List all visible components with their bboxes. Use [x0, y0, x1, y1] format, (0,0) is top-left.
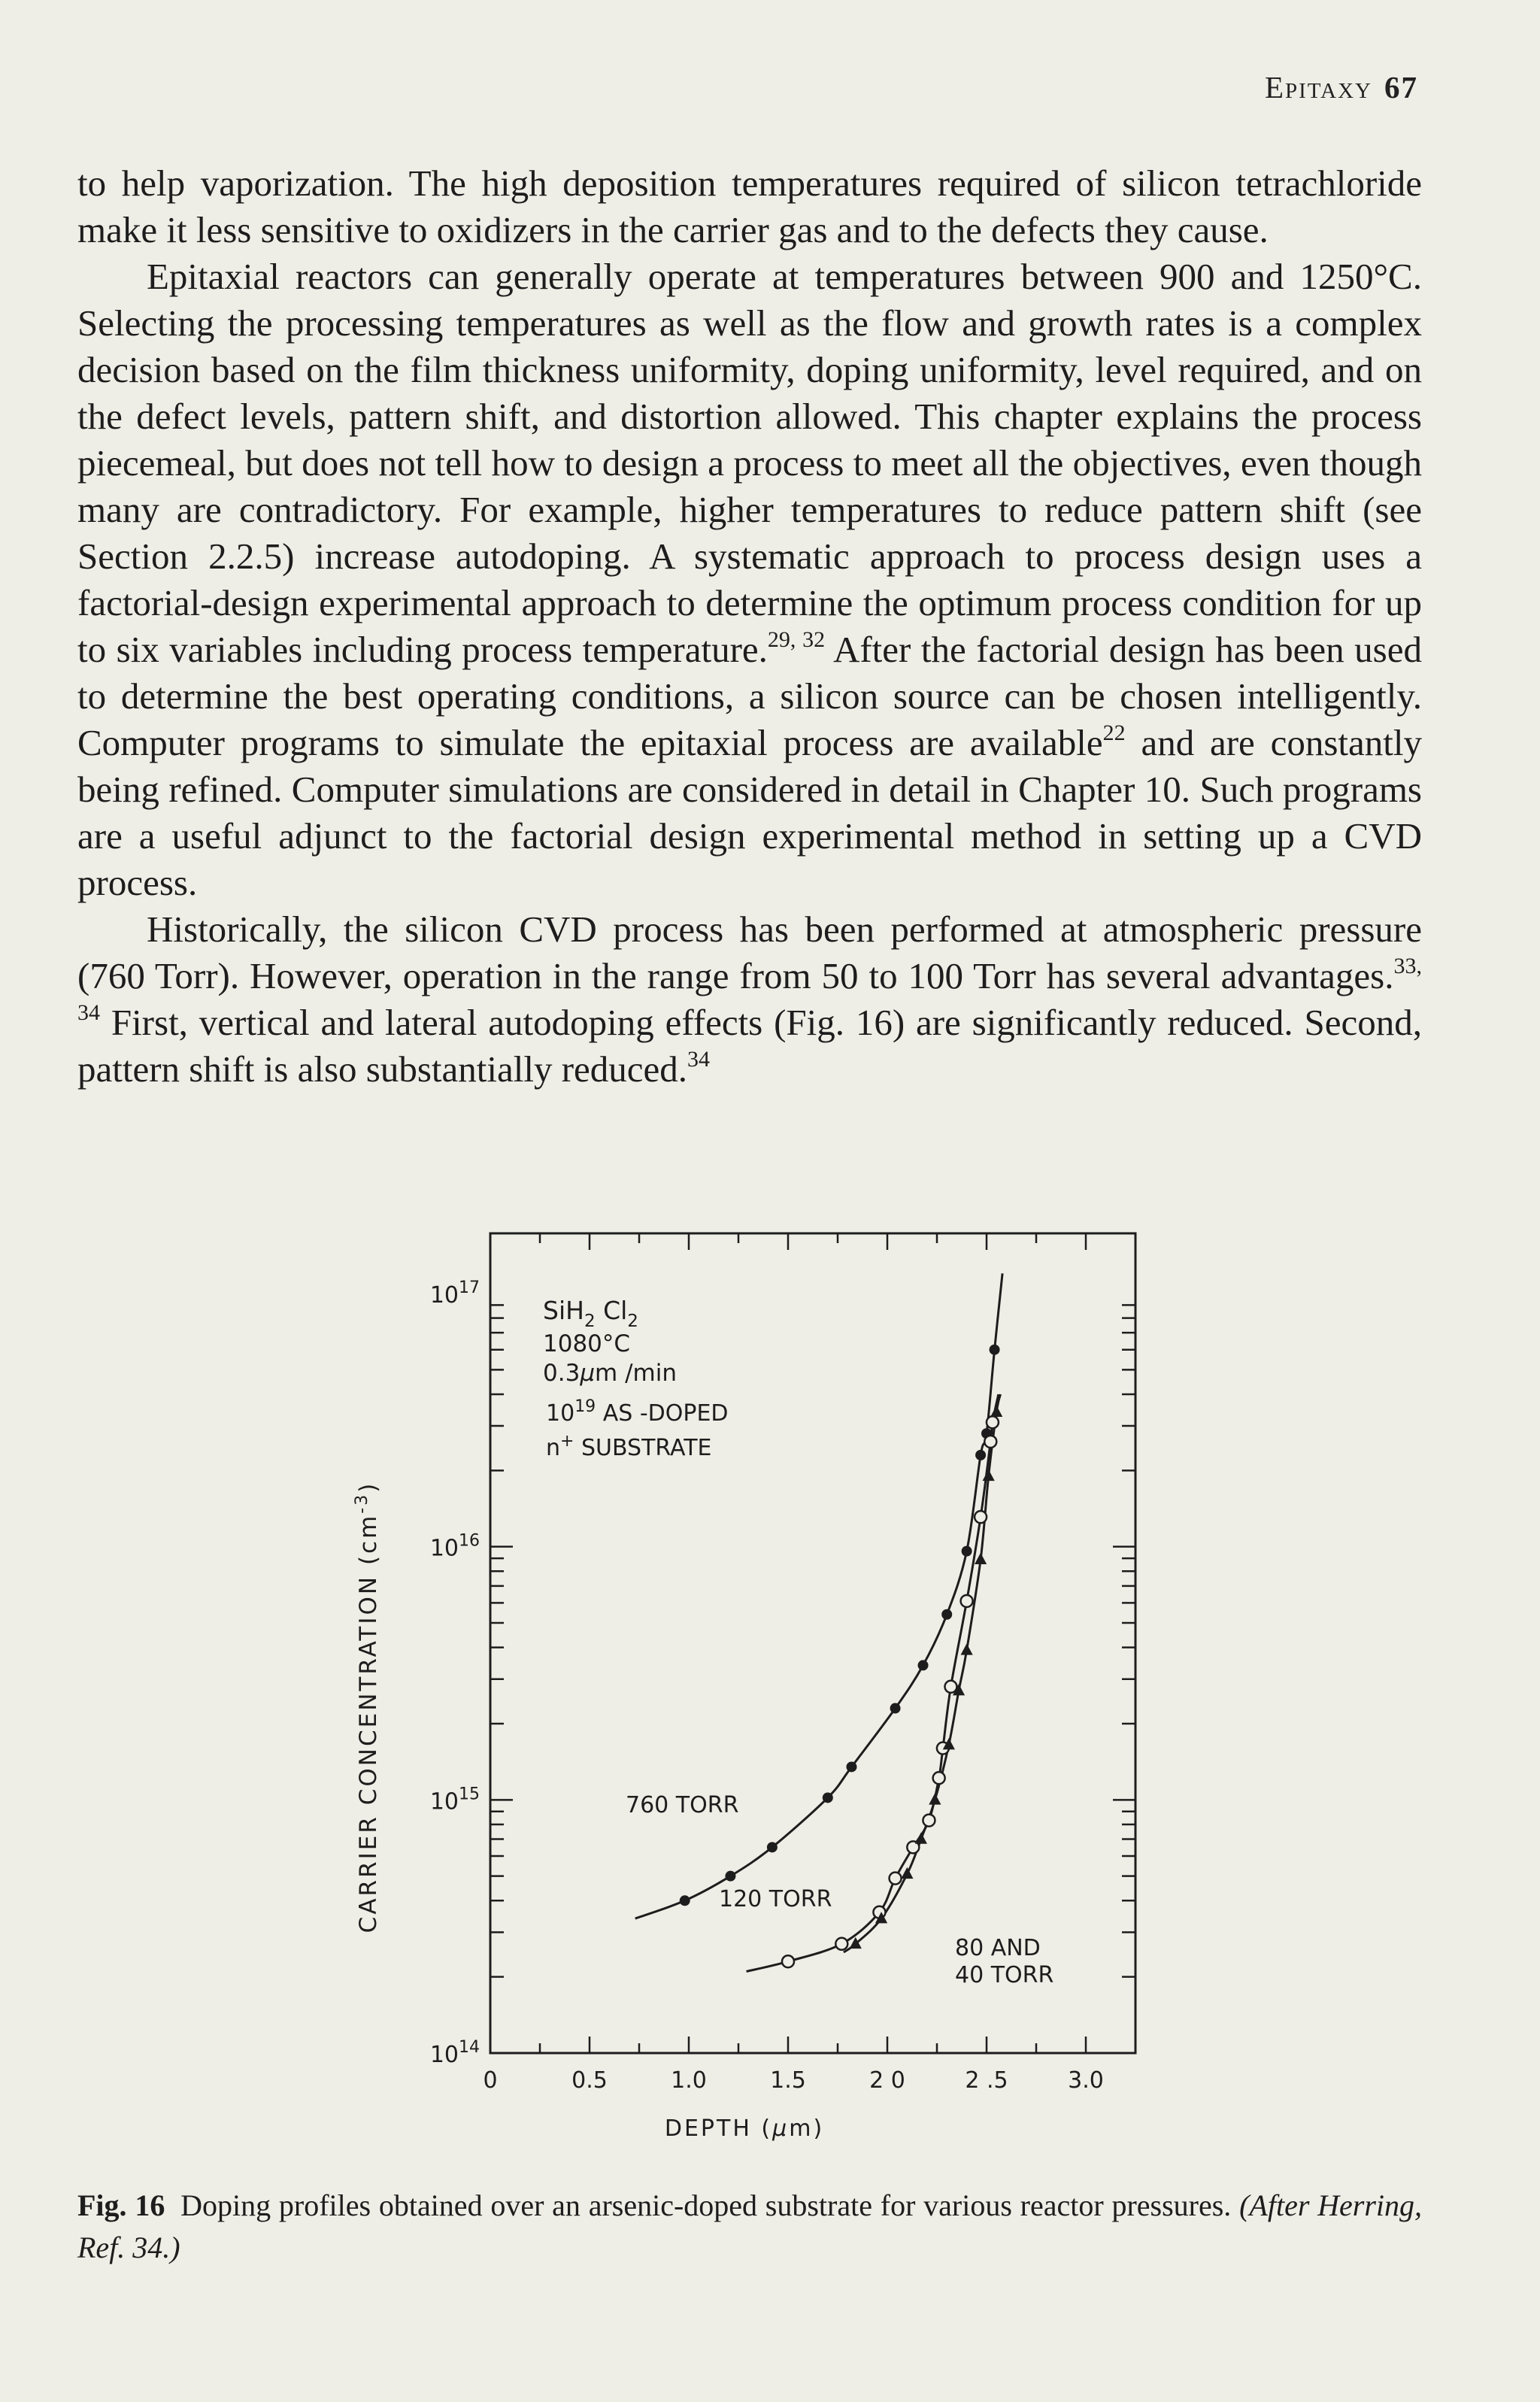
paragraph-text: Historically, the silicon CVD process has been performed at atmospheric pressure (760 Torr). However, operation in the range from 50 to 100 Torr has several advantages. [77, 908, 1422, 996]
caption-text: Doping profiles obtained over an arsenic-doped substrate for various reactor pressures. [180, 2188, 1232, 2222]
point-760-torr [918, 1660, 929, 1670]
y-tick-label: $10^{14}$ [429, 2038, 480, 2068]
point-80-40-torr [990, 1406, 1002, 1417]
running-head [1265, 69, 1418, 105]
label-80-40-torr-line2: 40 TORR [955, 1962, 1054, 1988]
point-120-torr [923, 1815, 935, 1827]
citation-superscript: 29, 32 [767, 627, 826, 652]
x-tick-label: 0.5 [571, 2067, 608, 2094]
point-760-torr [990, 1345, 1000, 1355]
figure-caption [77, 2185, 1422, 2269]
point-120-torr [987, 1416, 999, 1428]
x-tick-label: 2 .5 [965, 2067, 1008, 2094]
point-120-torr [984, 1436, 996, 1448]
x-axis-label: DEPTH (μm) [664, 2115, 825, 2142]
doping-profile-chart [346, 1203, 1188, 2166]
y-axis-label: CARRIER CONCENTRATION $(cm^{-3})$ [353, 1481, 382, 1933]
figure-16 [346, 1203, 1188, 2166]
point-760-torr [680, 1895, 690, 1906]
paragraph-text: After the factorial design has been used to determine the best operating conditions, a silicon source can be chosen intelligently. Computer programs to simulate the epitaxial process are available [77, 629, 1422, 763]
point-120-torr [944, 1681, 956, 1693]
annotation-line3: 0.3μm /min [543, 1360, 678, 1387]
point-80-40-torr [961, 1643, 973, 1654]
point-760-torr [962, 1546, 972, 1557]
point-760-torr [823, 1792, 833, 1803]
point-80-40-torr [929, 1793, 941, 1804]
annotation-line1: SiH$_2$ $Cl_2$ [543, 1296, 638, 1331]
point-80-40-torr [901, 1867, 913, 1879]
page-number: 67 [1384, 70, 1418, 105]
annotation-line2: 1080°C [543, 1330, 631, 1357]
x-tick-label: 1.5 [770, 2067, 806, 2094]
point-760-torr [890, 1703, 901, 1714]
point-120-torr [835, 1938, 847, 1950]
point-80-40-torr [915, 1832, 927, 1843]
point-80-40-torr [983, 1469, 995, 1481]
point-760-torr [941, 1609, 952, 1620]
label-120-torr: 120 TORR [719, 1886, 832, 1912]
x-tick-label: 0 [483, 2067, 498, 2094]
running-head-title: Epitaxy [1264, 70, 1372, 105]
point-760-torr [725, 1871, 735, 1882]
annotation-line4: $10^{19}$ AS -DOPED [546, 1397, 729, 1427]
paragraph [77, 906, 1422, 1093]
x-tick-label: 1.0 [671, 2067, 707, 2094]
y-tick-label: $10^{15}$ [429, 1785, 480, 1815]
citation-superscript: 22 [1102, 720, 1126, 745]
point-120-torr [975, 1511, 987, 1523]
paragraph [77, 160, 1422, 253]
citation-superscript: 33, 34 [77, 954, 1422, 1025]
annotation-line5: n+ SUBSTRATE [546, 1432, 712, 1461]
series-760-torr-curve [635, 1273, 1002, 1918]
paragraph [77, 253, 1422, 906]
caption-label: Fig. 16 [77, 2188, 165, 2222]
point-120-torr [782, 1955, 794, 1967]
paragraph-text: Epitaxial reactors can generally operate at temperatures between 900 and 1250°C. Selecting the processing temperatures as well as the flow and growth rates is a complex decision based on the film thickness uniformity, doping uniformity, level required, and on the defect levels, pattern shift, and distortion allowed. This chapter explains the process piecemeal, but does not tell how to design a process to meet all the objectives, even though many are contradictory. For example, higher temperatures to reduce pattern shift (see Section 2.2.5) increase autodoping. A systematic approach to process design uses a factorial-design experimental approach to determine the optimum process condition for up to six variables including process temperature. [77, 256, 1422, 670]
caption-reference: (After Herring, Ref. 34.) [77, 2188, 1423, 2264]
paragraph-text: and are constantly being refined. Computer simulations are considered in detail in Chapter 10. Such programs are a useful adjunct to the factorial design experimental method in setting up a CVD process. [77, 722, 1422, 903]
y-tick-label: $10^{17}$ [429, 1278, 480, 1309]
point-760-torr [767, 1842, 778, 1852]
x-tick-label: 2 0 [869, 2067, 905, 2094]
point-120-torr [933, 1772, 945, 1784]
point-760-torr [975, 1450, 986, 1460]
citation-superscript: 34 [687, 1047, 711, 1072]
point-120-torr [890, 1873, 902, 1885]
paragraph-text: First, vertical and lateral autodoping effects (Fig. 16) are significantly reduced. Second, pattern shift is also substantially reduced. [77, 1002, 1422, 1090]
paragraph-text: to help vaporization. The high deposition temperatures required of silicon tetrachloride make it less sensitive to oxidizers in the carrier gas and to the defects they cause. [77, 162, 1422, 250]
body-text [77, 160, 1422, 1093]
x-tick-label: 3.0 [1068, 2067, 1104, 2094]
label-80-40-torr-line1: 80 AND [955, 1935, 1041, 1961]
point-120-torr [961, 1595, 973, 1607]
point-80-40-torr [975, 1553, 987, 1564]
y-tick-label: $10^{16}$ [429, 1531, 480, 1562]
point-760-torr [846, 1761, 856, 1772]
label-760-torr: 760 TORR [626, 1792, 739, 1818]
